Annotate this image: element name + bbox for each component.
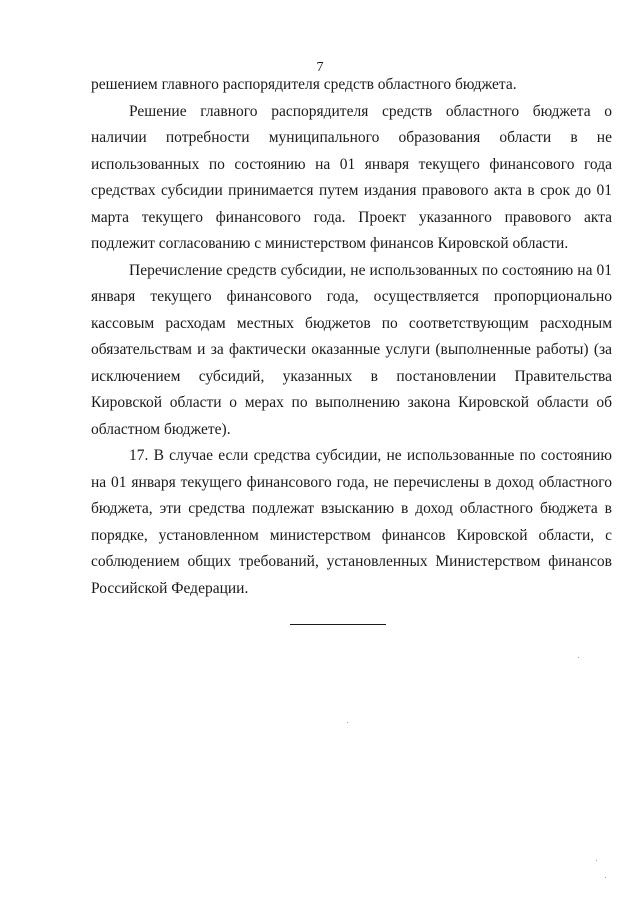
scan-speck	[605, 877, 606, 878]
end-separator-line	[290, 624, 386, 625]
paragraph-item-17: 17. В случае если средства субсидии, не использованные по состоянию на 01 января текущего финансового года, не перечислены в доход областного бюджета, эти средства подлежат взысканию в доход областного бюджета в порядке, установленном министерством финансов Кировской области, с соблюдением общих требований, установленных Министерством финансов Российской Федерации.	[91, 447, 612, 597]
paragraph-continuation: решением главного распорядителя средств областного бюджета.	[91, 76, 517, 93]
scan-speck	[347, 722, 348, 723]
page-number: 7	[316, 60, 324, 75]
document-body	[91, 72, 612, 602]
paragraph-decision: Решение главного распорядителя средств областного бюджета о наличии потребности муниципального образования области в не использованных по состоянию на 01 января текущего финансового года средствах субсидии принимается путем издания правового акта в срок до 01 марта текущего финансового года. Проект указанного правового акта подлежит согласованию с министерством финансов Кировской области.	[91, 102, 612, 252]
scan-speck	[578, 657, 579, 658]
scan-speck	[596, 860, 597, 861]
paragraph-transfer: Перечисление средств субсидии, не использованных по состоянию на 01 января текущего финансового года, осуществляется пропорционально кассовым расходам местных бюджетов по соответствующим расходным обязательствам и за фактически оказанные услуги (выполненные работы) (за исключением субсидий, указанных в постановлении Правительства Кировской области о мерах по выполнению закона Кировской области об областном бюджете).	[91, 261, 612, 438]
